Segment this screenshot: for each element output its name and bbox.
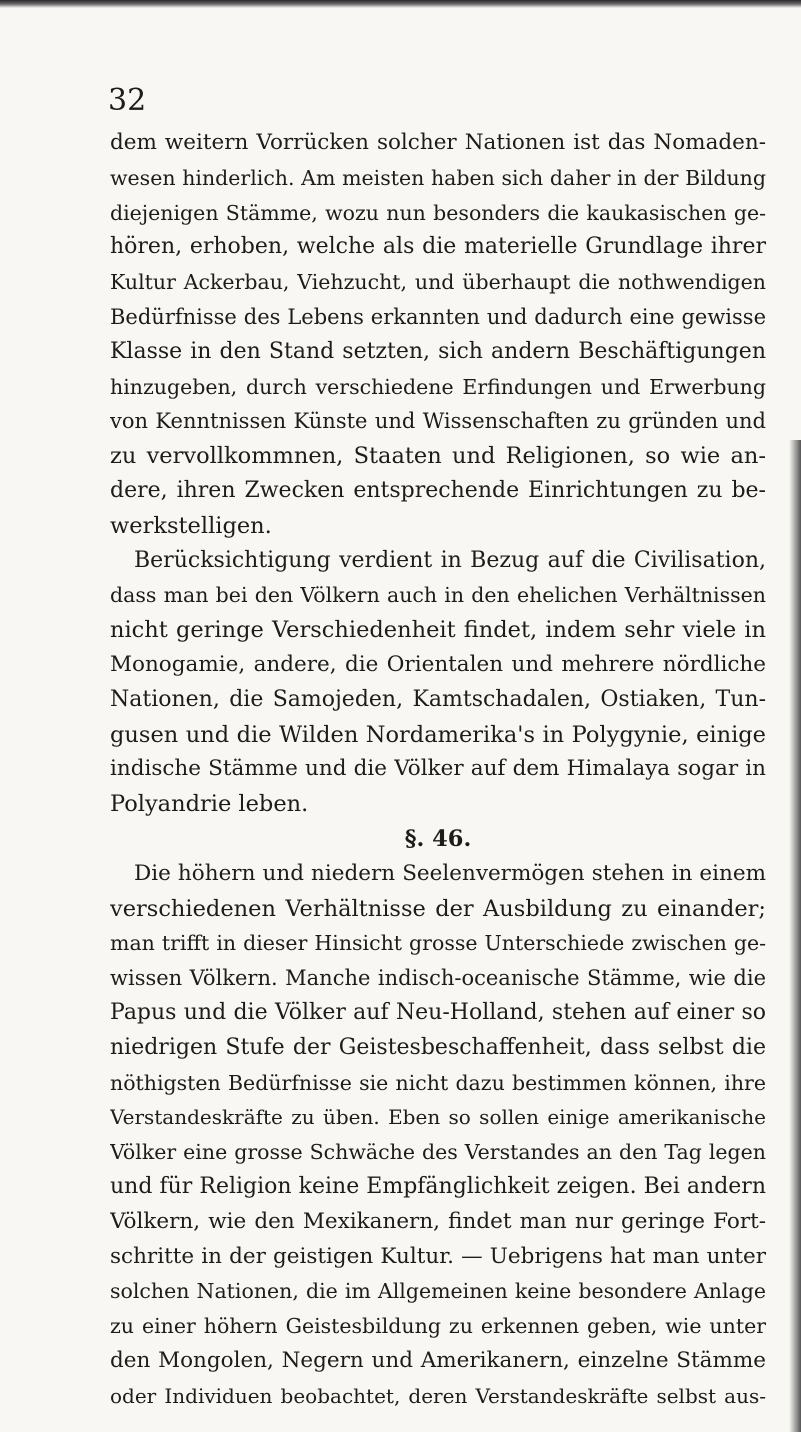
text-line: indische Stämme und die Völker auf dem Himalaya sogar in [110,756,766,782]
text-line: wesen hinderlich. Am meisten haben sich daher in der Bildung [110,165,766,190]
paragraph-start-line: Die höhern und niedern Seelenvermögen stehen in einem [134,860,766,886]
text-line: man trifft in dieser Hinsicht grosse Unterschiede zwischen ge- [110,931,766,956]
text-line: niedrigen Stufe der Geistesbeschaffenheit, dass selbst die [110,1034,766,1060]
text-line: hören, erhoben, welche als die materielle Grundlage ihrer [110,234,766,260]
text-line: diejenigen Stämme, wozu nun besonders die kaukasischen ge- [110,200,766,225]
text-line: oder Individuen beobachtet, deren Verstandeskräfte selbst aus- [110,1383,766,1408]
text-line: nicht geringe Verschiedenheit findet, indem sehr viele in [110,617,766,644]
text-line: Kultur Ackerbau, Viehzucht, und überhaupt die nothwendigen [110,270,766,295]
text-line: Monogamie, andere, die Orientalen und mehrere nördliche [110,651,766,677]
text-line: und für Religion keine Empfänglichkeit zeigen. Bei andern [110,1173,766,1199]
text-line: verschiedenen Verhältnisse der Ausbildung zu einander; [110,895,766,922]
text-line: wissen Völkern. Manche indisch-oceanische Stämme, wie die [110,966,766,991]
text-line: Bedürfnisse des Lebens erkannten und dadurch eine gewisse [110,304,766,329]
text-line: dem weitern Vorrücken solcher Nationen ist das Nomaden- [110,130,766,155]
text-line: Papus und die Völker auf Neu-Holland, stehen auf einer so [110,999,766,1025]
text-line: zu vervollkommnen, Staaten und Religionen, so wie an- [110,443,766,470]
text-line: Völkern, wie den Mexikanern, findet man nur geringe Fort- [110,1208,766,1234]
text-line: schritte in der geistigen Kultur. — Uebrigens hat man unter [110,1243,766,1269]
text-line: dere, ihren Zwecken entsprechende Einrichtungen zu be- [110,477,766,503]
text-line: Verstandeskräfte zu üben. Eben so sollen einige amerikanische [110,1105,766,1130]
text-line: Klasse in den Stand setzten, sich andern Beschäftigungen [110,338,766,364]
section-heading: §. 46. [404,825,472,852]
text-line: zu einer höhern Geistesbildung zu erkennen geben, wie unter [110,1314,766,1339]
text-line: solchen Nationen, die im Allgemeinen keine besondere Anlage [110,1279,766,1304]
paragraph-end-line: werkstelligen. [110,512,272,539]
page-number: 32 [108,83,147,118]
text-line: Völker eine grosse Schwäche des Verstandes an den Tag legen [110,1140,766,1165]
text-line: gusen und die Wilden Nordamerika's in Polygynie, einige [110,721,766,748]
body-text [110,126,766,1413]
scan-right-edge [789,440,801,1432]
text-line: den Mongolen, Negern und Amerikanern, einzelne Stämme [110,1347,766,1373]
text-line: von Kenntnissen Künste und Wissenschaften zu gründen und [110,409,766,434]
scan-top-edge [0,0,801,8]
text-line: nöthigsten Bedürfnisse sie nicht dazu bestimmen können, ihre [110,1070,766,1095]
paragraph-end-line: Polyandrie leben. [110,791,309,818]
text-line: Nationen, die Samojeden, Kamtschadalen, Ostiaken, Tun- [110,686,766,712]
paragraph-start-line: Berücksichtigung verdient in Bezug auf die Civilisation, [134,547,766,573]
text-line: hinzugeben, durch verschiedene Erfindungen und Erwerbung [110,374,766,399]
text-line: dass man bei den Völkern auch in den ehelichen Verhältnissen [110,583,766,608]
